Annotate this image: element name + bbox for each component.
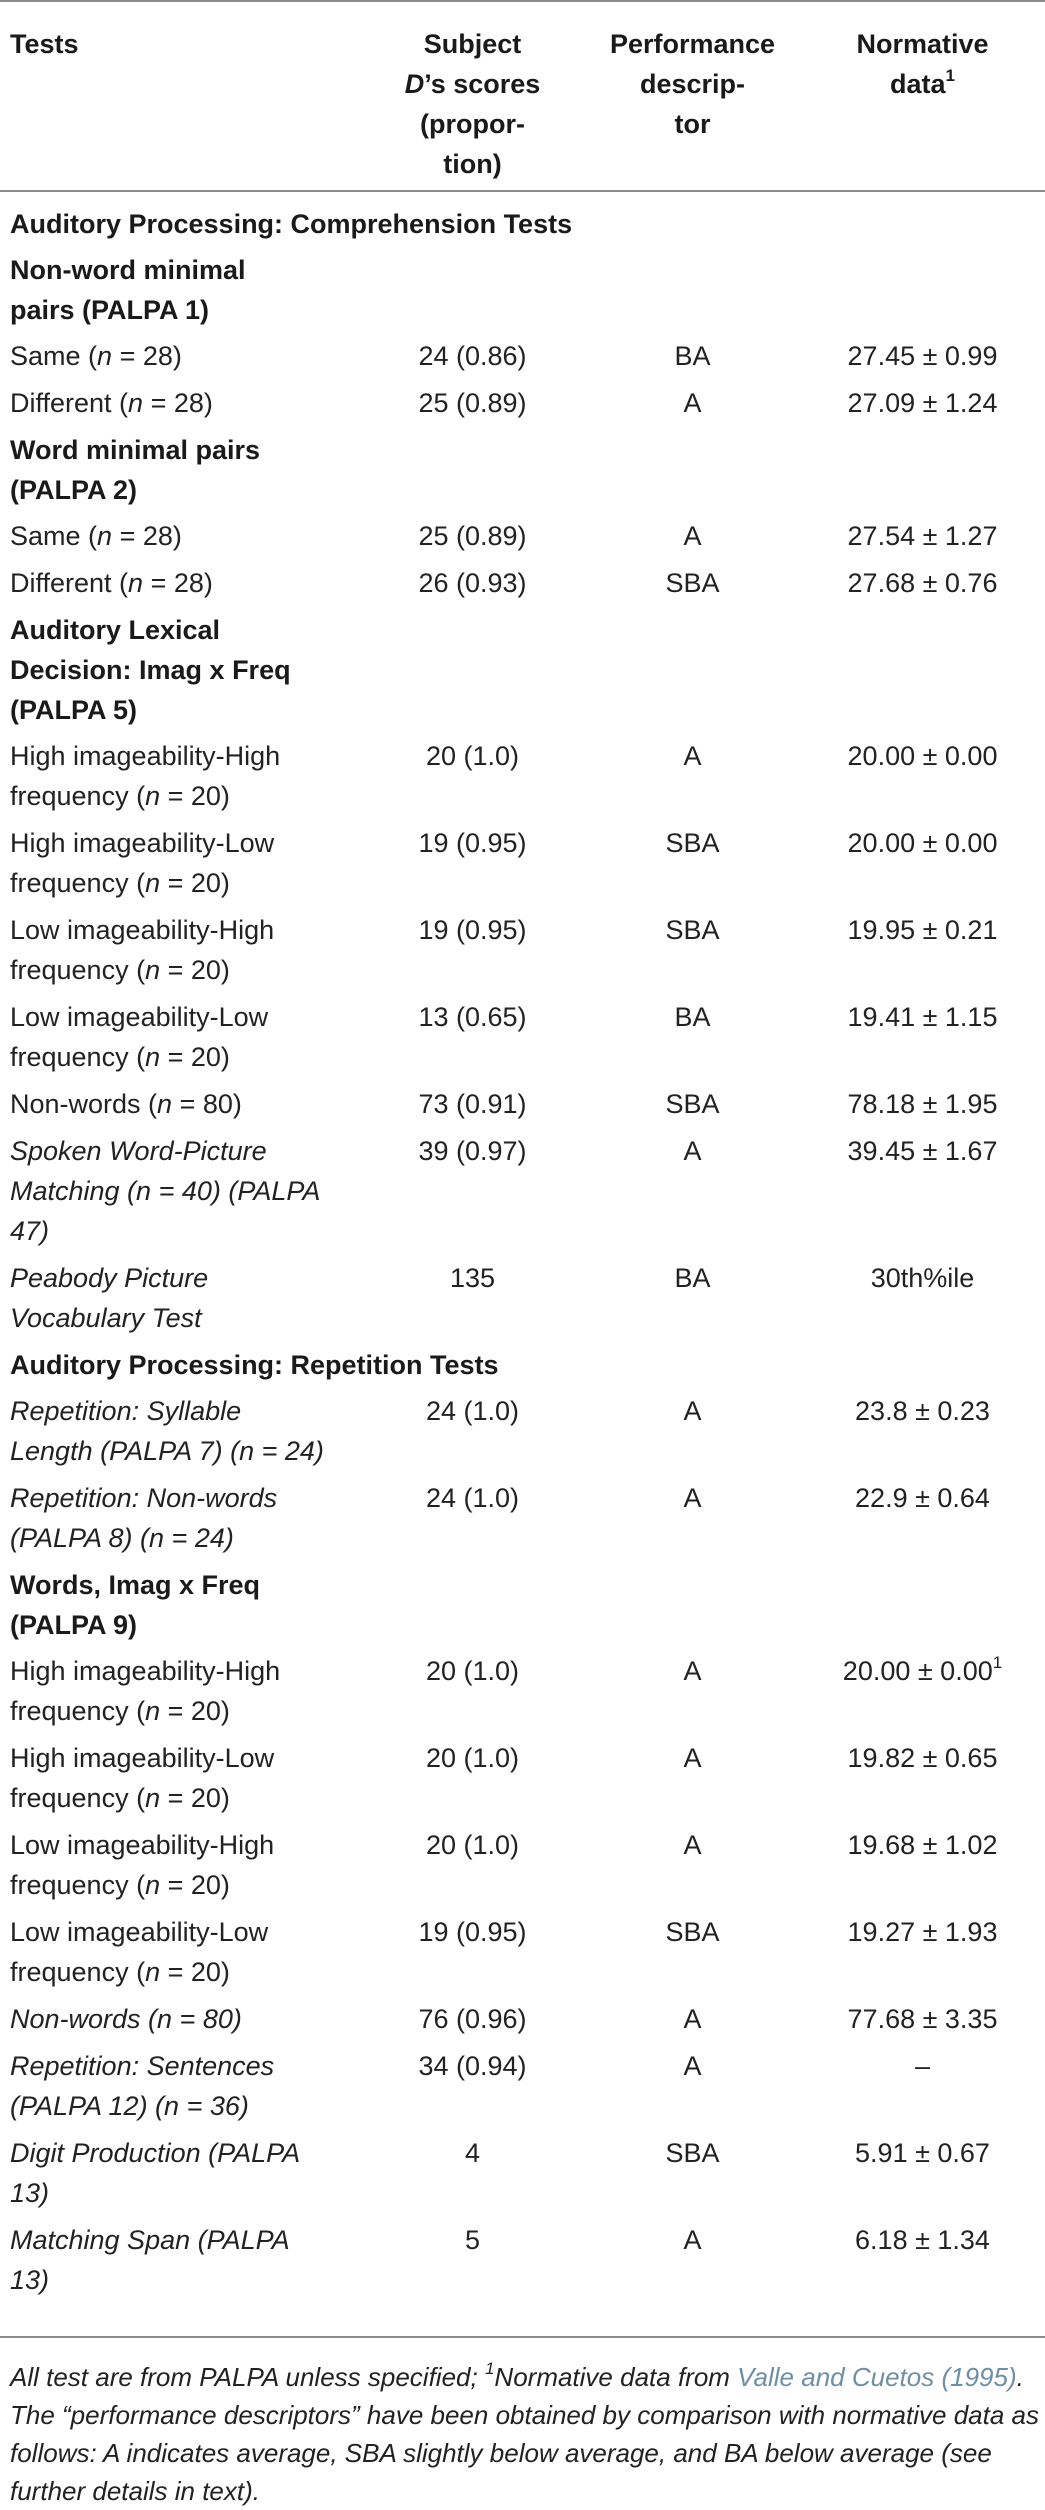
table-cell: A (683, 1656, 702, 1686)
table-cell: 19.41 ± 1.15 (847, 1002, 998, 1032)
table-cell: 27.54 ± 1.27 (847, 521, 998, 551)
table-cell: 19 (0.95) (418, 915, 527, 945)
table-cell: 19.95 ± 0.21 (847, 915, 998, 945)
table-cell: 24 (1.0) (425, 1396, 520, 1426)
table-cell: 22.9 ± 0.64 (855, 1483, 990, 1513)
table-cell: 4 (464, 2138, 481, 2168)
table-cell: Repetition: Non-words (PALPA 8) (n = 24) (10, 1483, 278, 1553)
table-cell: 25 (0.89) (418, 388, 527, 418)
table-cell: 5.91 ± 0.67 (855, 2138, 990, 2168)
table-cell: Low imageability-Low frequency (n = 20) (10, 1917, 269, 1987)
table-row (0, 1391, 1045, 1471)
subheading-palpa2 (0, 430, 1045, 510)
table-cell: 135 (449, 1263, 496, 1293)
table-cell: Auditory Lexical Decision: Imag x Freq (PALPA 5) (10, 615, 291, 725)
table-cell: BA (674, 1263, 711, 1293)
table-cell: 25 (0.89) (418, 521, 527, 551)
table-row (0, 1084, 1045, 1124)
table-row (0, 1651, 1045, 1731)
table-cell: Repetition: Sentences (PALPA 12) (n = 36) (10, 2051, 275, 2121)
table-cell: Peabody Picture Vocabulary Test (10, 1263, 209, 1333)
table-cell: 20 (1.0) (425, 741, 520, 771)
table-cell: A (683, 2004, 702, 2034)
table-cell: Low imageability-High frequency (n = 20) (10, 1830, 275, 1900)
table-cell: 77.68 ± 3.35 (847, 2004, 998, 2034)
table-cell: High imageability-High frequency (n = 20) (10, 741, 281, 811)
table-cell: 24 (0.86) (418, 341, 527, 371)
table-row (0, 1825, 1045, 1905)
table-cell: 39.45 ± 1.67 (847, 1136, 998, 1166)
citation-link[interactable]: Valle and Cuetos (1995) (737, 2362, 1017, 2392)
table-cell: 19 (0.95) (418, 828, 527, 858)
table-cell: 24 (1.0) (425, 1483, 520, 1513)
table-cell: Same (n = 28) (10, 341, 182, 371)
table-row (0, 563, 1045, 603)
table-cell: 20.00 ± 0.00 (847, 741, 998, 771)
header-normative: Normative data$^1$ (856, 29, 989, 99)
table-cell: Matching Span (PALPA 13) (10, 2225, 290, 2295)
subheading-palpa5 (0, 610, 1045, 730)
table-cell: $20.00 \pm 0.00^1$ (842, 1653, 1003, 1686)
table-cell: 76 (0.96) (418, 2004, 527, 2034)
table-cell: 26 (0.93) (418, 568, 527, 598)
table-row (0, 736, 1045, 816)
table-cell: 34 (0.94) (418, 2051, 527, 2081)
table-row (0, 336, 1045, 376)
header-descriptor: Performance descrip- tor (609, 29, 776, 139)
subheading-palpa9 (0, 1565, 1045, 1645)
table-cell: A (683, 1830, 702, 1860)
table-row (0, 823, 1045, 903)
table-cell: A (683, 741, 702, 771)
table-cell: 13 (0.65) (418, 1002, 527, 1032)
table-row (0, 1131, 1045, 1251)
header-row (0, 24, 1045, 184)
table-footnote: All test are from PALPA unless specified; $^1$Normative data from Valle and Cuetos (1995). The “performance descriptors” have been obtained by comparison with normative data as follows: A indicates average, SBA slightly below average, and BA below average (see further details in text). (10, 2359, 1039, 2506)
table-cell: 27.45 ± 0.99 (847, 341, 998, 371)
table-row (0, 516, 1045, 556)
table-cell: Same (n = 28) (10, 521, 182, 551)
table-cell: A (683, 1743, 702, 1773)
table-cell: Low imageability-Low frequency (n = 20) (10, 1002, 269, 1072)
table-cell: 27.68 ± 0.76 (847, 568, 998, 598)
table-cell: 73 (0.91) (418, 1089, 527, 1119)
table-cell: 19.27 ± 1.93 (847, 1917, 998, 1947)
section-heading (0, 204, 1045, 244)
subheading-palpa1 (0, 250, 1045, 330)
table-cell: 27.09 ± 1.24 (847, 388, 998, 418)
table-cell: 30th%ile (870, 1263, 975, 1293)
header-rule (0, 190, 1045, 192)
table-cell: SBA (665, 1917, 720, 1947)
table-cell: Spoken Word-Picture Matching (n = 40) (PALPA 47) (10, 1136, 321, 1246)
table-cell: Different (n = 28) (10, 388, 213, 418)
table-cell: 19.68 ± 1.02 (847, 1830, 998, 1860)
table-cell: 19 (0.95) (418, 1917, 527, 1947)
table-cell: 78.18 ± 1.95 (847, 1089, 998, 1119)
table-cell: A (683, 1396, 702, 1426)
section-heading (0, 1345, 1045, 1385)
table-cell: Repetition: Syllable Length (PALPA 7) (n = 24) (10, 1396, 324, 1466)
table-cell: BA (674, 1002, 711, 1032)
table-cell: Auditory Processing: Repetition Tests (10, 1350, 499, 1380)
table-cell: Non-word minimal pairs (PALPA 1) (10, 255, 246, 325)
table-cell: 20 (1.0) (425, 1830, 520, 1860)
table-cell: SBA (665, 1089, 720, 1119)
table-row (0, 2046, 1045, 2126)
table-cell: BA (674, 341, 711, 371)
table-cell: Low imageability-High frequency (n = 20) (10, 915, 275, 985)
table-cell: 5 (464, 2225, 481, 2255)
table-cell: A (683, 2225, 702, 2255)
table-cell: A (683, 388, 702, 418)
table-cell: Digit Production (PALPA 13) (10, 2138, 301, 2208)
table-row (0, 1478, 1045, 1558)
table-cell: A (683, 1136, 702, 1166)
table-row (0, 1738, 1045, 1818)
table-cell: Non-words (n = 80) (10, 2004, 242, 2034)
table-cell: Different (n = 28) (10, 568, 213, 598)
table-cell: Non-words (n = 80) (10, 1089, 242, 1119)
header-scores: Subject D’s scores (propor- tion) (404, 29, 541, 179)
header-tests: Tests (10, 29, 79, 59)
top-rule (0, 0, 1045, 2)
table-row (0, 2133, 1045, 2213)
table-cell: High imageability-Low frequency (n = 20) (10, 828, 275, 898)
table-cell: 19.82 ± 0.65 (847, 1743, 998, 1773)
table-cell: SBA (665, 568, 720, 598)
table-cell: A (683, 521, 702, 551)
table-cell: 20 (1.0) (425, 1743, 520, 1773)
table-cell: – (914, 2051, 931, 2081)
table-row (0, 910, 1045, 990)
table-row (0, 1999, 1045, 2039)
table-cell: SBA (665, 828, 720, 858)
table-cell: High imageability-Low frequency (n = 20) (10, 1743, 275, 1813)
table-cell: A (683, 2051, 702, 2081)
table-header (0, 24, 1045, 184)
table-cell: Word minimal pairs (PALPA 2) (10, 435, 261, 505)
table-row (0, 1258, 1045, 1338)
table-cell: Auditory Processing: Comprehension Tests (10, 209, 573, 239)
table-cell: 6.18 ± 1.34 (855, 2225, 990, 2255)
table-body (0, 204, 1045, 2307)
table-cell: 20.00 ± 0.00 (847, 828, 998, 858)
table-row (0, 383, 1045, 423)
table-cell: A (683, 1483, 702, 1513)
table-cell: High imageability-High frequency (n = 20) (10, 1656, 281, 1726)
table-cell: SBA (665, 915, 720, 945)
table-cell: 39 (0.97) (418, 1136, 527, 1166)
table-row (0, 1912, 1045, 1992)
table-cell: 20 (1.0) (425, 1656, 520, 1686)
table-cell: 23.8 ± 0.23 (855, 1396, 990, 1426)
bottom-rule (0, 2336, 1045, 2338)
table-cell: Words, Imag x Freq (PALPA 9) (10, 1570, 261, 1640)
table-row (0, 997, 1045, 1077)
table-row (0, 2220, 1045, 2300)
table-cell: SBA (665, 2138, 720, 2168)
